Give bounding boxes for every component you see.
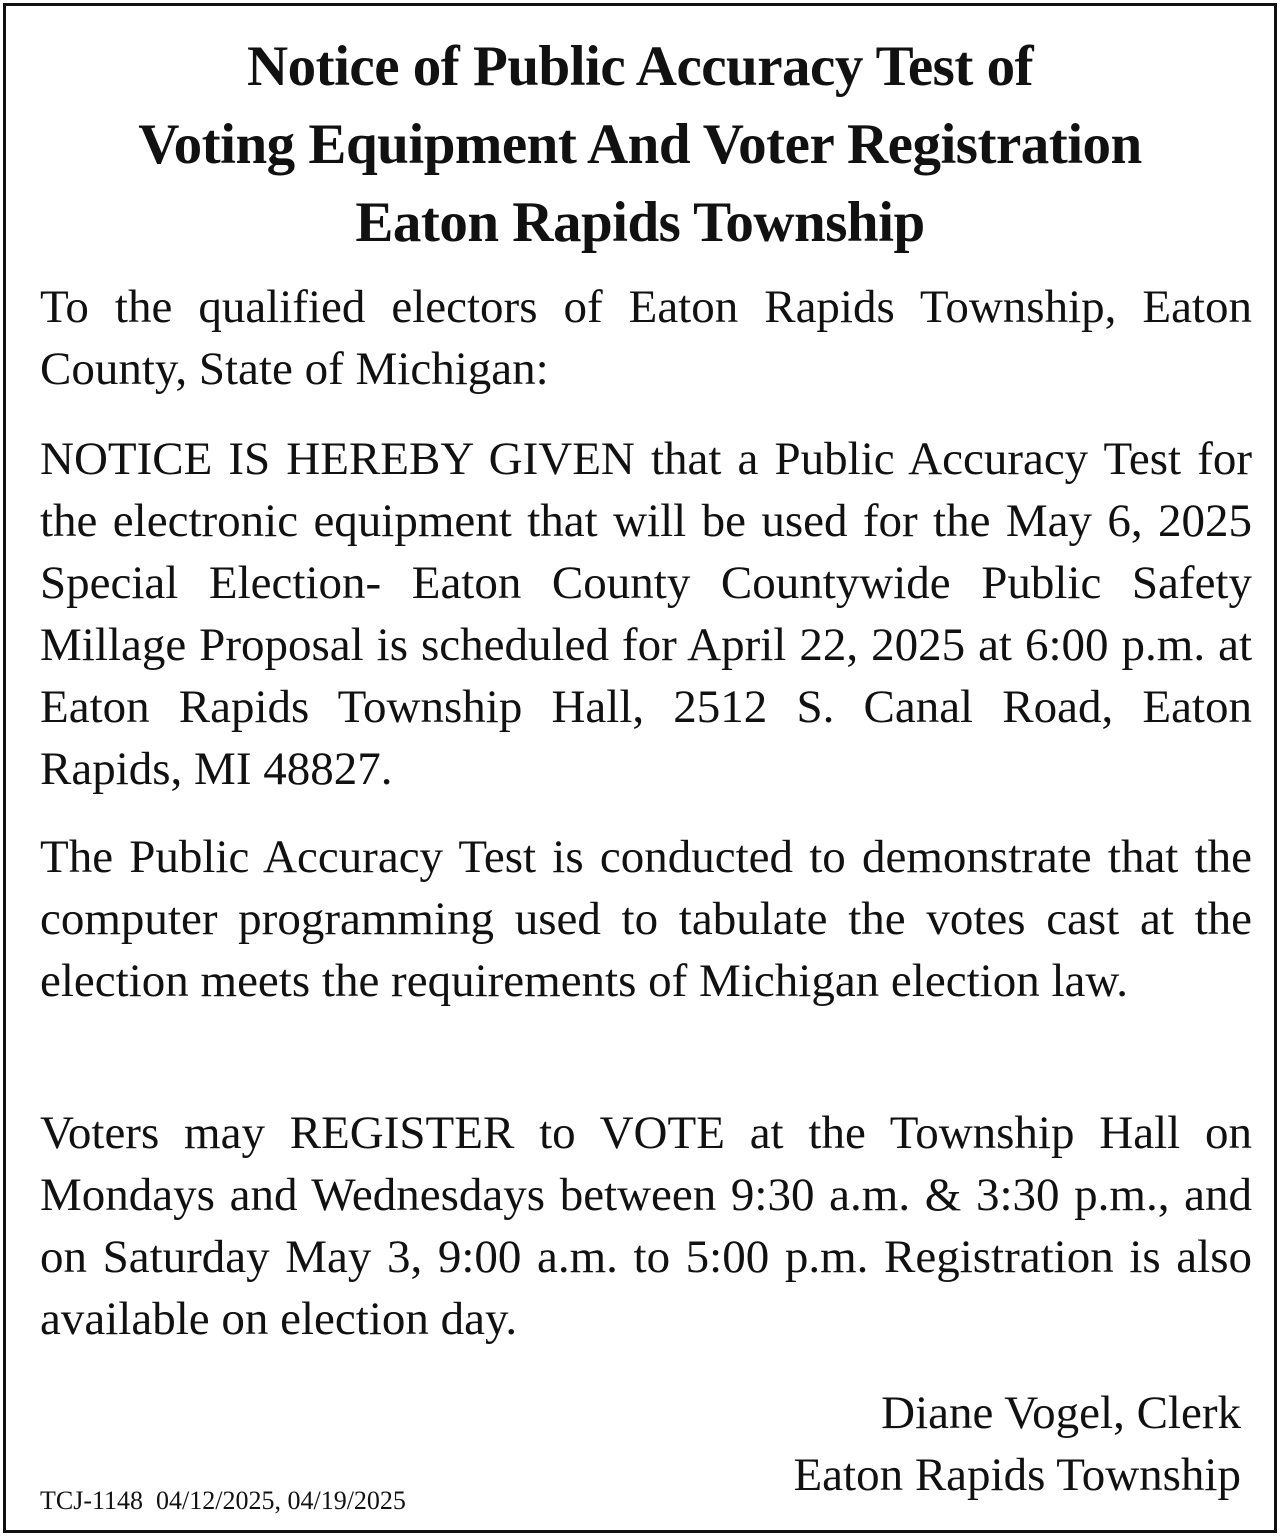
signature-organization: Eaton Rapids Township — [793, 1449, 1241, 1501]
ad-reference: TCJ-1148 04/12/2025, 04/19/2025 — [40, 1486, 406, 1515]
notice-paragraph: NOTICE IS HEREBY GIVEN that a Public Accuracy Test for the electronic equipment that will be used for the May 6, 2025 Special Election- Eaton County Countywide Public Safety Millage Proposal is scheduled for April 22, 2025 at 6:00 p.m. at Eaton Rapids Township Hall, 2512 S. Canal Road, Eaton Rapids, MI 48827. — [40, 433, 1252, 795]
signature-name: Diane Vogel, Clerk — [881, 1387, 1241, 1439]
title-line-1: Notice of Public Accuracy Test of — [246, 35, 1034, 98]
title-line-2: Voting Equipment And Voter Registration — [138, 113, 1142, 176]
title-line-3: Eaton Rapids Township — [355, 191, 925, 254]
notice-title — [6, 28, 1274, 262]
purpose-paragraph: The Public Accuracy Test is conducted to demonstrate that the computer programming used to tabulate the votes cast at the election meets the requirements of Michigan election law. — [40, 831, 1252, 1007]
salutation-paragraph: To the qualified electors of Eaton Rapids Township, Eaton County, State of Michigan: — [40, 281, 1252, 395]
signature-block — [793, 1382, 1241, 1506]
registration-paragraph: Voters may REGISTER to VOTE at the Township Hall on Mondays and Wednesdays between 9:30 a.m. & 3:30 p.m., and on Saturday May 3, 9:00 a.m. to 5:00 p.m. Registration is also available on election day. — [40, 1107, 1252, 1345]
notice-frame — [3, 3, 1277, 1533]
